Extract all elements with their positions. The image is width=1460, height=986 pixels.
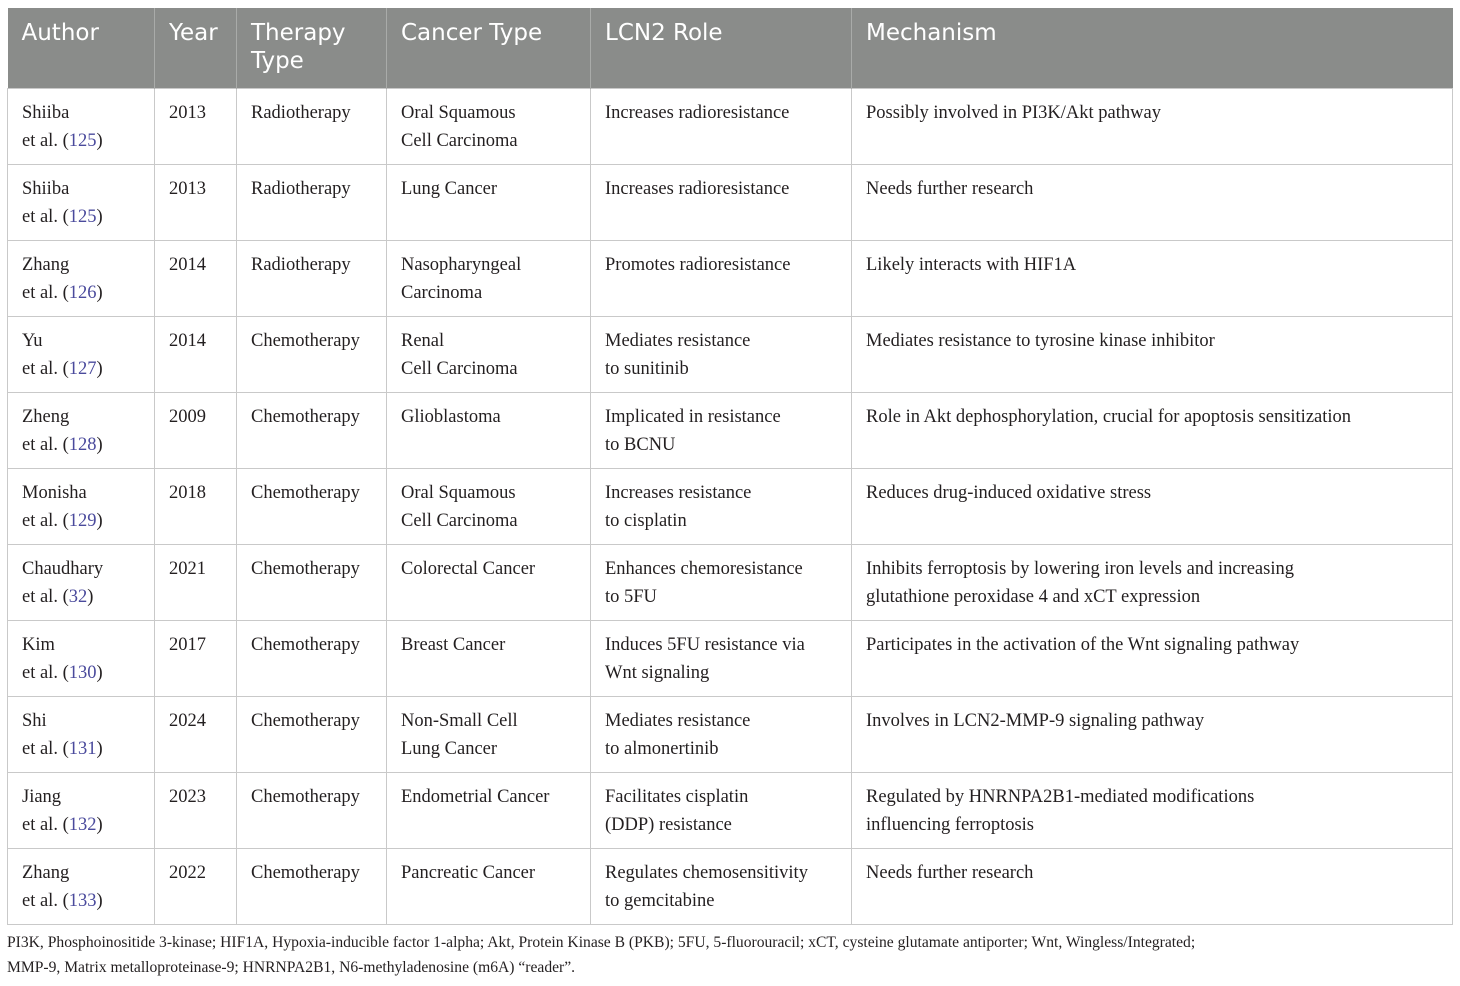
author-name: Shiiba: [22, 102, 70, 123]
cell-mechanism: [852, 620, 1453, 696]
therapy-value: Chemotherapy: [251, 330, 360, 351]
cell-cancer-type: [387, 164, 591, 240]
role-line-1: Promotes radioresistance: [605, 254, 791, 275]
year-value: 2018: [169, 482, 206, 503]
cell-author: [8, 772, 155, 848]
cell-year: [155, 696, 237, 772]
cancer-line-1: Renal: [401, 330, 445, 351]
cell-cancer-type: [387, 88, 591, 164]
cell-therapy-type: [237, 772, 387, 848]
author-citation: [22, 735, 146, 763]
reference-link[interactable]: 131: [68, 738, 97, 759]
citation-prefix: et al. (: [22, 586, 69, 607]
role-line-1: Mediates resistance: [605, 710, 751, 731]
citation-suffix: ): [96, 738, 103, 759]
author-citation: [22, 203, 146, 231]
cell-cancer-type: [387, 848, 591, 924]
cancer-line-1: Nasopharyngeal: [401, 254, 522, 275]
author-name: Jiang: [22, 786, 62, 807]
cell-lcn2-role: [591, 240, 852, 316]
cell-lcn2-role: [591, 392, 852, 468]
cell-mechanism: [852, 88, 1453, 164]
role-line-2: to BCNU: [605, 434, 676, 455]
cell-year: [155, 240, 237, 316]
cell-therapy-type: [237, 620, 387, 696]
citation-prefix: et al. (: [22, 282, 69, 303]
cell-cancer-type: [387, 240, 591, 316]
cell-therapy-type: [237, 468, 387, 544]
author-name: Monisha: [22, 482, 87, 503]
role-line-2: to 5FU: [605, 586, 657, 607]
author-citation: [22, 659, 146, 687]
role-line-1: Implicated in resistance: [605, 406, 781, 427]
table-row: [8, 164, 1453, 240]
citation-suffix: ): [96, 510, 103, 531]
role-line-2: to sunitinib: [605, 358, 689, 379]
therapy-value: Chemotherapy: [251, 406, 360, 427]
cell-therapy-type: [237, 316, 387, 392]
cell-cancer-type: [387, 544, 591, 620]
lcn2-therapy-table: [7, 8, 1453, 925]
author-citation: [22, 811, 146, 839]
table-header-row: [8, 8, 1453, 88]
cell-cancer-type: [387, 468, 591, 544]
year-value: 2021: [169, 558, 206, 579]
cell-mechanism: [852, 392, 1453, 468]
cell-author: [8, 848, 155, 924]
header-author: Author: [8, 8, 155, 88]
mechanism-line-1: Possibly involved in PI3K/Akt pathway: [866, 102, 1161, 123]
citation-suffix: ): [96, 130, 103, 151]
cell-lcn2-role: [591, 620, 852, 696]
cell-year: [155, 88, 237, 164]
cell-lcn2-role: [591, 772, 852, 848]
year-value: 2013: [169, 102, 206, 123]
citation-suffix: ): [96, 358, 103, 379]
author-citation: [22, 127, 146, 155]
year-value: 2023: [169, 786, 206, 807]
reference-link[interactable]: 127: [68, 358, 97, 379]
therapy-value: Chemotherapy: [251, 710, 360, 731]
citation-suffix: ): [96, 662, 103, 683]
cancer-line-1: Non-Small Cell: [401, 710, 518, 731]
cancer-line-1: Oral Squamous: [401, 102, 516, 123]
citation-prefix: et al. (: [22, 358, 69, 379]
reference-link[interactable]: 132: [68, 814, 97, 835]
cell-lcn2-role: [591, 468, 852, 544]
citation-prefix: et al. (: [22, 814, 69, 835]
therapy-value: Chemotherapy: [251, 862, 360, 883]
cell-year: [155, 164, 237, 240]
role-line-2: to gemcitabine: [605, 890, 715, 911]
header-therapy-line1: Therapy: [251, 20, 346, 46]
table-row: [8, 240, 1453, 316]
cell-cancer-type: [387, 696, 591, 772]
mechanism-line-1: Inhibits ferroptosis by lowering iron levels and increasing: [866, 558, 1294, 579]
cell-author: [8, 696, 155, 772]
cancer-line-1: Breast Cancer: [401, 634, 506, 655]
citation-prefix: et al. (: [22, 738, 69, 759]
role-line-1: Enhances chemoresistance: [605, 558, 803, 579]
author-name: Yu: [22, 330, 43, 351]
mechanism-line-1: Participates in the activation of the Wnt signaling pathway: [866, 634, 1300, 655]
author-name: Shiiba: [22, 178, 70, 199]
role-line-1: Increases radioresistance: [605, 102, 790, 123]
table-row: [8, 316, 1453, 392]
year-value: 2009: [169, 406, 206, 427]
citation-suffix: ): [96, 434, 103, 455]
cancer-line-1: Lung Cancer: [401, 178, 498, 199]
header-cancer-type: Cancer Type: [387, 8, 591, 88]
citation-suffix: ): [96, 814, 103, 835]
cell-therapy-type: [237, 544, 387, 620]
cell-therapy-type: [237, 696, 387, 772]
mechanism-line-1: Likely interacts with HIF1A: [866, 254, 1077, 275]
cell-mechanism: [852, 848, 1453, 924]
year-value: 2014: [169, 330, 206, 351]
table-row: [8, 696, 1453, 772]
cell-year: [155, 392, 237, 468]
mechanism-line-1: Involves in LCN2-MMP-9 signaling pathway: [866, 710, 1205, 731]
cell-year: [155, 316, 237, 392]
cell-therapy-type: [237, 392, 387, 468]
mechanism-line-1: Needs further research: [866, 862, 1034, 883]
cell-year: [155, 468, 237, 544]
therapy-value: Chemotherapy: [251, 634, 360, 655]
table-row: [8, 88, 1453, 164]
cancer-line-2: Cell Carcinoma: [401, 130, 518, 151]
cell-lcn2-role: [591, 88, 852, 164]
cell-therapy-type: [237, 164, 387, 240]
author-name: Zheng: [22, 406, 70, 427]
citation-suffix: ): [96, 282, 103, 303]
therapy-value: Radiotherapy: [251, 178, 351, 199]
citation-suffix: ): [96, 890, 103, 911]
mechanism-line-1: Role in Akt dephosphorylation, crucial for apoptosis sensitization: [866, 406, 1352, 427]
therapy-value: Radiotherapy: [251, 254, 351, 275]
citation-prefix: et al. (: [22, 890, 69, 911]
reference-link[interactable]: 128: [68, 434, 97, 455]
cell-therapy-type: [237, 240, 387, 316]
header-therapy-type: [237, 8, 387, 88]
citation-prefix: et al. (: [22, 434, 69, 455]
header-therapy-line2: Type: [251, 48, 304, 74]
year-value: 2013: [169, 178, 206, 199]
cell-author: [8, 240, 155, 316]
citation-prefix: et al. (: [22, 206, 69, 227]
year-value: 2014: [169, 254, 206, 275]
role-line-2: to almonertinib: [605, 738, 719, 759]
mechanism-line-1: Mediates resistance to tyrosine kinase inhibitor: [866, 330, 1215, 351]
year-value: 2017: [169, 634, 206, 655]
therapy-value: Chemotherapy: [251, 786, 360, 807]
cell-cancer-type: [387, 620, 591, 696]
cell-year: [155, 620, 237, 696]
footnote-line-1: PI3K, Phosphoinositide 3-kinase; HIF1A, Hypoxia-inducible factor 1-alpha; Akt, Protein Kinase B (PKB); 5FU, 5-fluorouracil; xCT, cysteine glutamate antiporter; Wnt, Wingless/Integrated;: [7, 934, 1196, 951]
cancer-line-2: Carcinoma: [401, 282, 483, 303]
header-lcn2-role: LCN2 Role: [591, 8, 852, 88]
cell-cancer-type: [387, 772, 591, 848]
cell-mechanism: [852, 772, 1453, 848]
role-line-1: Increases resistance: [605, 482, 752, 503]
cell-lcn2-role: [591, 316, 852, 392]
cell-mechanism: [852, 544, 1453, 620]
author-name: Zhang: [22, 862, 70, 883]
mechanism-line-1: Regulated by HNRNPA2B1-mediated modifications: [866, 786, 1255, 807]
reference-link[interactable]: 32: [68, 586, 88, 607]
table-row: [8, 772, 1453, 848]
cell-mechanism: [852, 468, 1453, 544]
cell-mechanism: [852, 164, 1453, 240]
reference-link[interactable]: 125: [68, 130, 97, 151]
cell-therapy-type: [237, 88, 387, 164]
reference-link[interactable]: 125: [68, 206, 97, 227]
role-line-2: (DDP) resistance: [605, 814, 732, 835]
author-citation: [22, 583, 146, 611]
cancer-line-2: Cell Carcinoma: [401, 510, 518, 531]
cell-cancer-type: [387, 316, 591, 392]
author-citation: [22, 887, 146, 915]
citation-suffix: ): [87, 586, 94, 607]
therapy-value: Chemotherapy: [251, 558, 360, 579]
cell-author: [8, 392, 155, 468]
cell-author: [8, 544, 155, 620]
cancer-line-1: Glioblastoma: [401, 406, 501, 427]
author-citation: [22, 431, 146, 459]
table-row: [8, 620, 1453, 696]
table-row: [8, 848, 1453, 924]
citation-prefix: et al. (: [22, 662, 69, 683]
reference-link[interactable]: 130: [68, 662, 97, 683]
header-year: Year: [155, 8, 237, 88]
cancer-line-2: Cell Carcinoma: [401, 358, 518, 379]
cell-author: [8, 164, 155, 240]
cell-author: [8, 620, 155, 696]
cell-year: [155, 772, 237, 848]
mechanism-line-2: glutathione peroxidase 4 and xCT expression: [866, 586, 1201, 607]
mechanism-line-1: Reduces drug-induced oxidative stress: [866, 482, 1152, 503]
table-row: [8, 392, 1453, 468]
author-citation: [22, 355, 146, 383]
table-row: [8, 544, 1453, 620]
role-line-1: Regulates chemosensitivity: [605, 862, 808, 883]
role-line-2: to cisplatin: [605, 510, 687, 531]
citation-prefix: et al. (: [22, 130, 69, 151]
cell-lcn2-role: [591, 164, 852, 240]
role-line-1: Increases radioresistance: [605, 178, 790, 199]
reference-link[interactable]: 133: [68, 890, 97, 911]
author-name: Chaudhary: [22, 558, 104, 579]
cell-mechanism: [852, 316, 1453, 392]
author-citation: [22, 279, 146, 307]
cancer-line-1: Oral Squamous: [401, 482, 516, 503]
year-value: 2022: [169, 862, 206, 883]
role-line-2: Wnt signaling: [605, 662, 710, 683]
cell-year: [155, 544, 237, 620]
role-line-1: Induces 5FU resistance via: [605, 634, 805, 655]
cell-year: [155, 848, 237, 924]
cell-lcn2-role: [591, 848, 852, 924]
reference-link[interactable]: 129: [68, 510, 97, 531]
role-line-1: Mediates resistance: [605, 330, 751, 351]
table-body: [8, 88, 1453, 924]
cell-cancer-type: [387, 392, 591, 468]
data-table-container: [7, 8, 1452, 925]
author-name: Zhang: [22, 254, 70, 275]
footnote-line-2: MMP-9, Matrix metalloproteinase-9; HNRNPA2B1, N6-methyladenosine (m6A) “reader”.: [7, 959, 576, 976]
year-value: 2024: [169, 710, 206, 731]
cell-author: [8, 88, 155, 164]
cancer-line-2: Lung Cancer: [401, 738, 498, 759]
role-line-1: Facilitates cisplatin: [605, 786, 749, 807]
header-mechanism: Mechanism: [866, 20, 997, 46]
cell-therapy-type: [237, 848, 387, 924]
table-row: [8, 468, 1453, 544]
therapy-value: Chemotherapy: [251, 482, 360, 503]
cell-mechanism: [852, 240, 1453, 316]
citation-suffix: ): [96, 206, 103, 227]
cell-author: [8, 468, 155, 544]
mechanism-line-2: influencing ferroptosis: [866, 814, 1034, 835]
reference-link[interactable]: 126: [68, 282, 97, 303]
cell-author: [8, 316, 155, 392]
cancer-line-1: Colorectal Cancer: [401, 558, 536, 579]
table-footnote: [7, 930, 1455, 980]
author-name: Shi: [22, 710, 47, 731]
cell-mechanism: [852, 696, 1453, 772]
mechanism-line-1: Needs further research: [866, 178, 1034, 199]
citation-prefix: et al. (: [22, 510, 69, 531]
author-citation: [22, 507, 146, 535]
cell-lcn2-role: [591, 544, 852, 620]
therapy-value: Radiotherapy: [251, 102, 351, 123]
cancer-line-1: Endometrial Cancer: [401, 786, 550, 807]
cancer-line-1: Pancreatic Cancer: [401, 862, 536, 883]
cell-lcn2-role: [591, 696, 852, 772]
author-name: Kim: [22, 634, 55, 655]
